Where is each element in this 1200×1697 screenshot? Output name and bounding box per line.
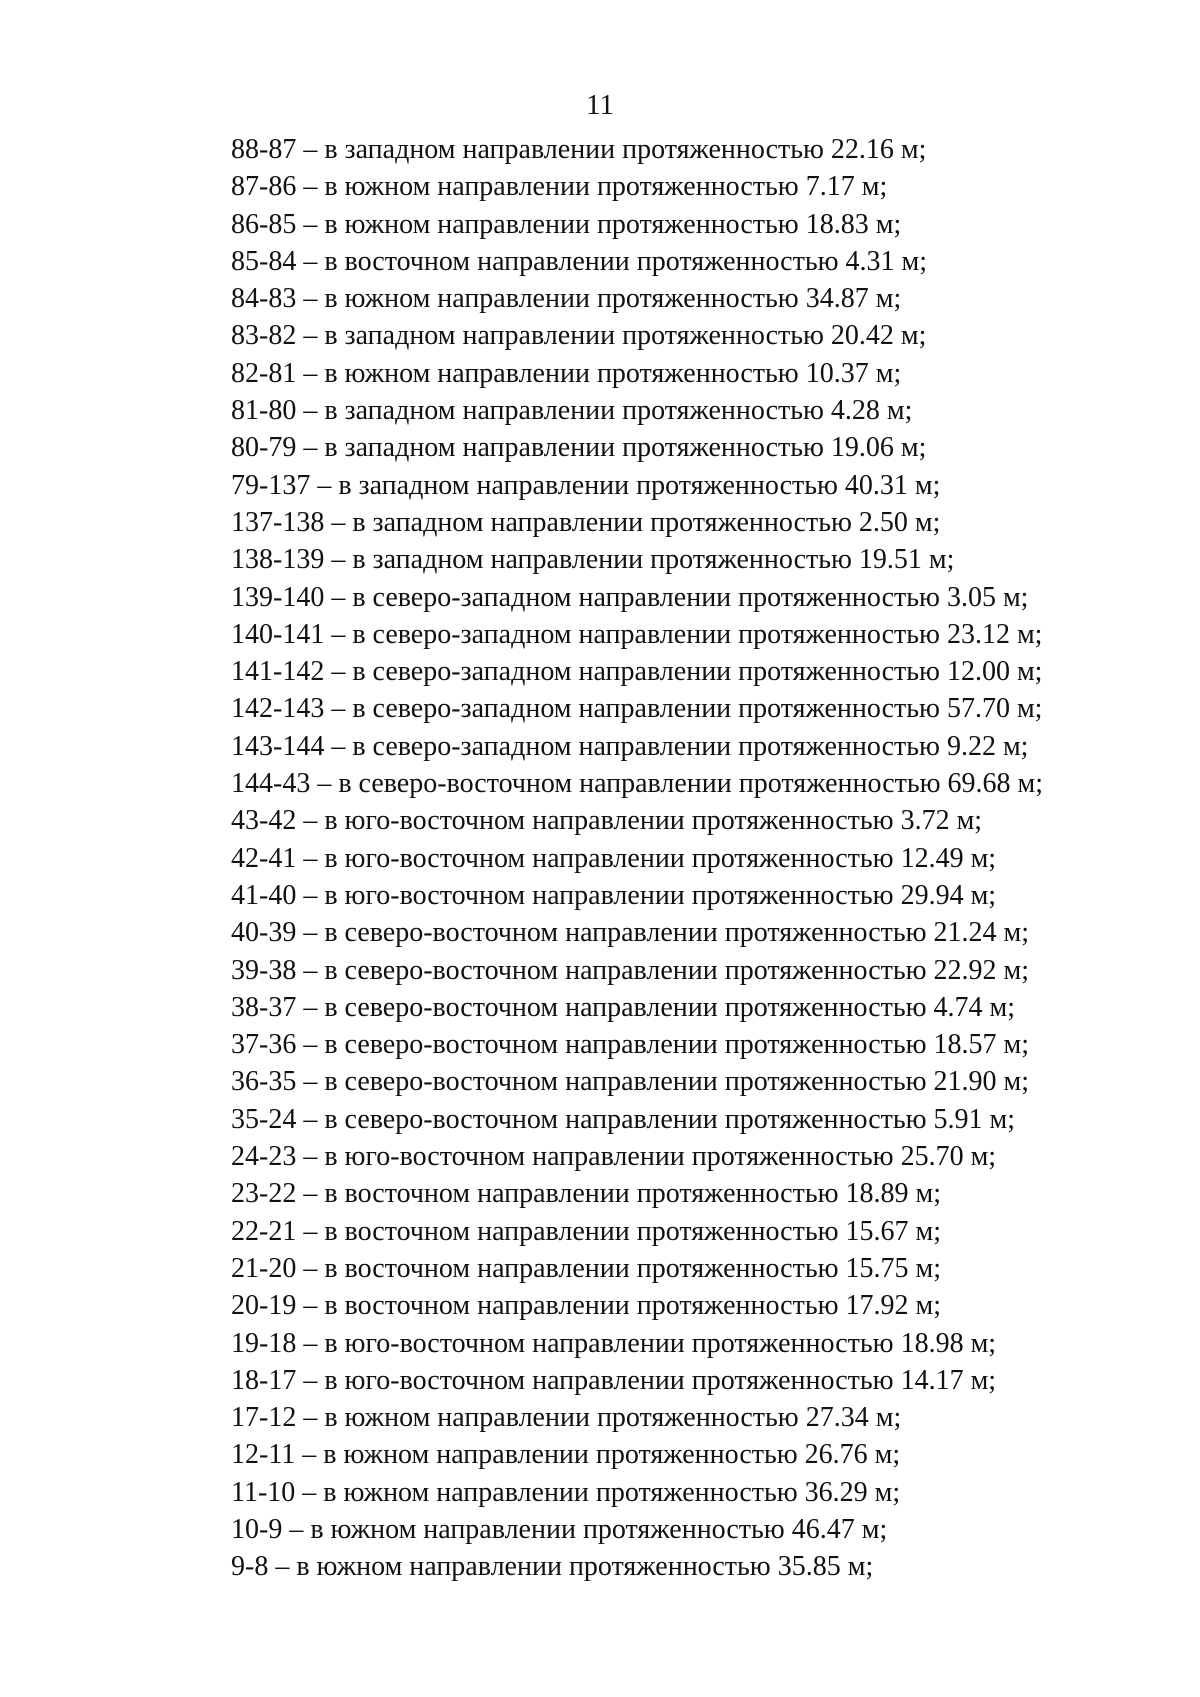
segment-line: 18-17 – в юго-восточном направлении протяженностью 14.17 м; — [231, 1364, 997, 1396]
segment-line: 88-87 – в западном направлении протяженностью 22.16 м; — [231, 134, 927, 165]
segment-line: 142-143 – в северо-западном направлении протяженностью 57.70 м; — [231, 693, 1043, 725]
segment-line: 87-86 – в южном направлении протяженностью 7.17 м; — [231, 171, 888, 203]
segment-line: 38-37 – в северо-восточном направлении протяженностью 4.74 м; — [231, 991, 1016, 1023]
segment-line: 19-18 – в юго-восточном направлении протяженностью 18.98 м; — [231, 1327, 997, 1359]
page-number: 11 — [586, 89, 614, 121]
segment-line: 9-8 – в южном направлении протяженностью 35.85 м; — [231, 1551, 874, 1583]
segment-line: 10-9 – в южном направлении протяженностью 46.47 м; — [231, 1513, 888, 1545]
segment-line: 84-83 – в южном направлении протяженностью 34.87 м; — [231, 283, 902, 315]
segment-line: 37-36 – в северо-восточном направлении протяженностью 18.57 м; — [231, 1029, 1030, 1061]
segment-line: 36-35 – в северо-восточном направлении протяженностью 21.90 м; — [231, 1066, 1030, 1098]
segment-line: 17-12 – в южном направлении протяженностью 27.34 м; — [231, 1402, 902, 1434]
segment-line: 23-22 – в восточном направлении протяженностью 18.89 м; — [231, 1178, 942, 1210]
segment-line: 80-79 – в западном направлении протяженностью 19.06 м; — [231, 432, 927, 464]
segment-line: 86-85 – в южном направлении протяженностью 18.83 м; — [231, 208, 902, 240]
segment-line: 41-40 – в юго-восточном направлении протяженностью 29.94 м; — [231, 879, 997, 911]
segment-line: 40-39 – в северо-восточном направлении протяженностью 21.24 м; — [231, 917, 1030, 949]
segment-line: 144-43 – в северо-восточном направлении протяженностью 69.68 м; — [231, 768, 1044, 800]
segment-line: 21-20 – в восточном направлении протяженностью 15.75 м; — [231, 1252, 942, 1284]
segment-line: 140-141 – в северо-западном направлении протяженностью 23.12 м; — [231, 618, 1043, 650]
segment-line: 83-82 – в западном направлении протяженностью 20.42 м; — [231, 320, 927, 352]
segment-line: 81-80 – в западном направлении протяженностью 4.28 м; — [231, 395, 913, 427]
boundary-segment-list — [231, 131, 1043, 1586]
segment-line: 138-139 – в западном направлении протяженностью 19.51 м; — [231, 544, 955, 576]
segment-line: 24-23 – в юго-восточном направлении протяженностью 25.70 м; — [231, 1141, 997, 1173]
segment-line: 139-140 – в северо-западном направлении протяженностью 3.05 м; — [231, 581, 1029, 613]
segment-line: 143-144 – в северо-западном направлении протяженностью 9.22 м; — [231, 730, 1029, 762]
segment-line: 35-24 – в северо-восточном направлении протяженностью 5.91 м; — [231, 1103, 1016, 1135]
segment-line: 43-42 – в юго-восточном направлении протяженностью 3.72 м; — [231, 805, 983, 837]
segment-line: 85-84 – в восточном направлении протяженностью 4.31 м; — [231, 245, 928, 277]
segment-line: 12-11 – в южном направлении протяженностью 26.76 м; — [231, 1439, 901, 1471]
segment-line: 141-142 – в северо-западном направлении протяженностью 12.00 м; — [231, 656, 1043, 688]
segment-line: 79-137 – в западном направлении протяженностью 40.31 м; — [231, 469, 941, 501]
segment-line: 20-19 – в восточном направлении протяженностью 17.92 м; — [231, 1290, 942, 1322]
segment-line: 42-41 – в юго-восточном направлении протяженностью 12.49 м; — [231, 842, 997, 874]
segment-line: 22-21 – в восточном направлении протяженностью 15.67 м; — [231, 1215, 942, 1247]
segment-line: 39-38 – в северо-восточном направлении протяженностью 22.92 м; — [231, 954, 1030, 986]
segment-line: 137-138 – в западном направлении протяженностью 2.50 м; — [231, 506, 941, 538]
segment-line: 11-10 – в южном направлении протяженностью 36.29 м; — [231, 1476, 901, 1508]
segment-line: 82-81 – в южном направлении протяженностью 10.37 м; — [231, 357, 902, 389]
